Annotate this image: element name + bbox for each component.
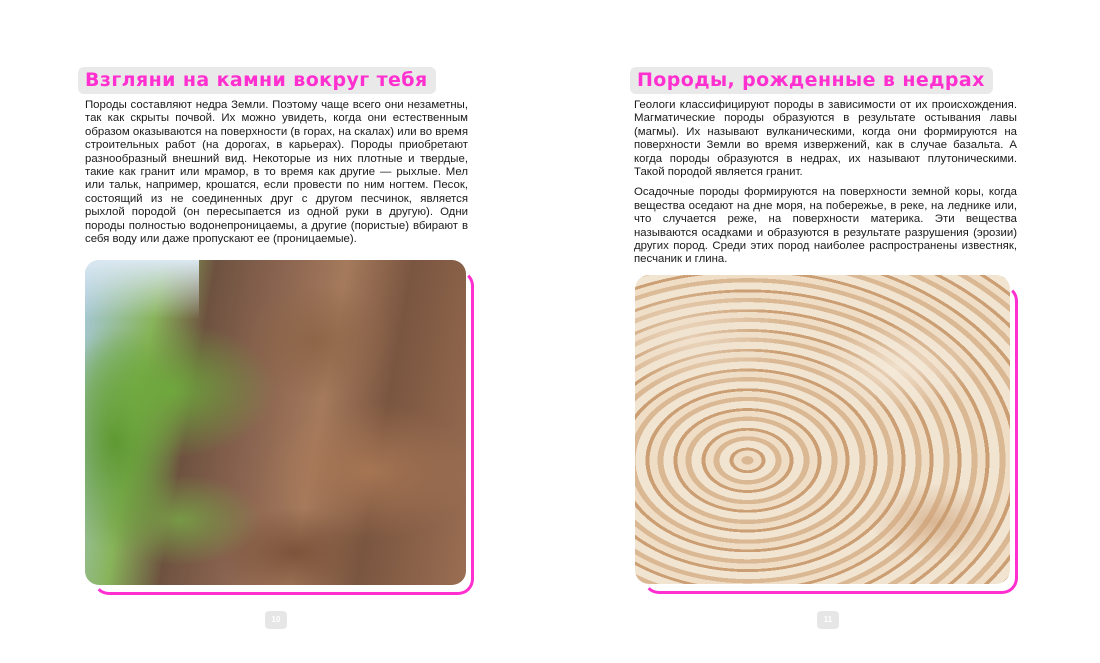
page-number: 10 (265, 611, 287, 629)
right-paragraph-2: Осадочные породы формируются на поверхности земной коры, когда вещества оседают на дне моря, на побережье, в реке, на леднике или, что случается реже, на поверхности материка. Эти вещества называются осадками и образуются в результате разрушения (эрозии) других пород. Среди этих пород наиболее распространены известняк, песчаник и глина. (634, 186, 1017, 266)
rock-cliff-photo (85, 260, 466, 585)
right-page-heading: Породы, рожденные в недрах (630, 67, 993, 94)
sandstone-texture (635, 275, 1010, 584)
sandstone-image (635, 275, 1010, 584)
right-page (550, 0, 1100, 663)
left-page-heading: Взгляни на камни вокруг тебя (78, 67, 436, 94)
rock-cliff-image (85, 260, 466, 585)
left-paragraph-1: Породы составляют недра Земли. Поэтому чаще всего они незаметны, так как скрыты почвой. Их можно увидеть, когда они естественным образом оказываются на поверхности (в горах, на скалах) или во время строительных работ (на дорогах, в карьерах). Породы приобретают разнообразный внешний вид. Некоторые из них плотные и твердые, такие как гранит или мрамор, в то время как другие — рыхлые. Мел или тальк, например, крошатся, если провести по ним ногтем. Песок, состоящий из не соединенных друг с другом песчинок, является рыхлой породой (он пересыпается из одной руки в другую). Одни породы полностью водонепроницаемы, а другие (пористые) вбирают в себя воду или даже пропускают ее (проницаемые). (85, 99, 468, 246)
right-page-body (634, 99, 1017, 274)
left-page-body (85, 99, 468, 253)
page-number: 11 (817, 611, 839, 629)
sandstone-photo (635, 275, 1010, 584)
right-paragraph-1: Геологи классифицируют породы в зависимости от их происхождения. Магматические породы образуются в результате остывания лавы (магмы). Их называют вулканическими, когда они формируются на поверхности Земли во время извержений, как в случае базальта. А когда породы образуются в недрах, их называют плутоническими. Такой породой является гранит. (634, 99, 1017, 179)
